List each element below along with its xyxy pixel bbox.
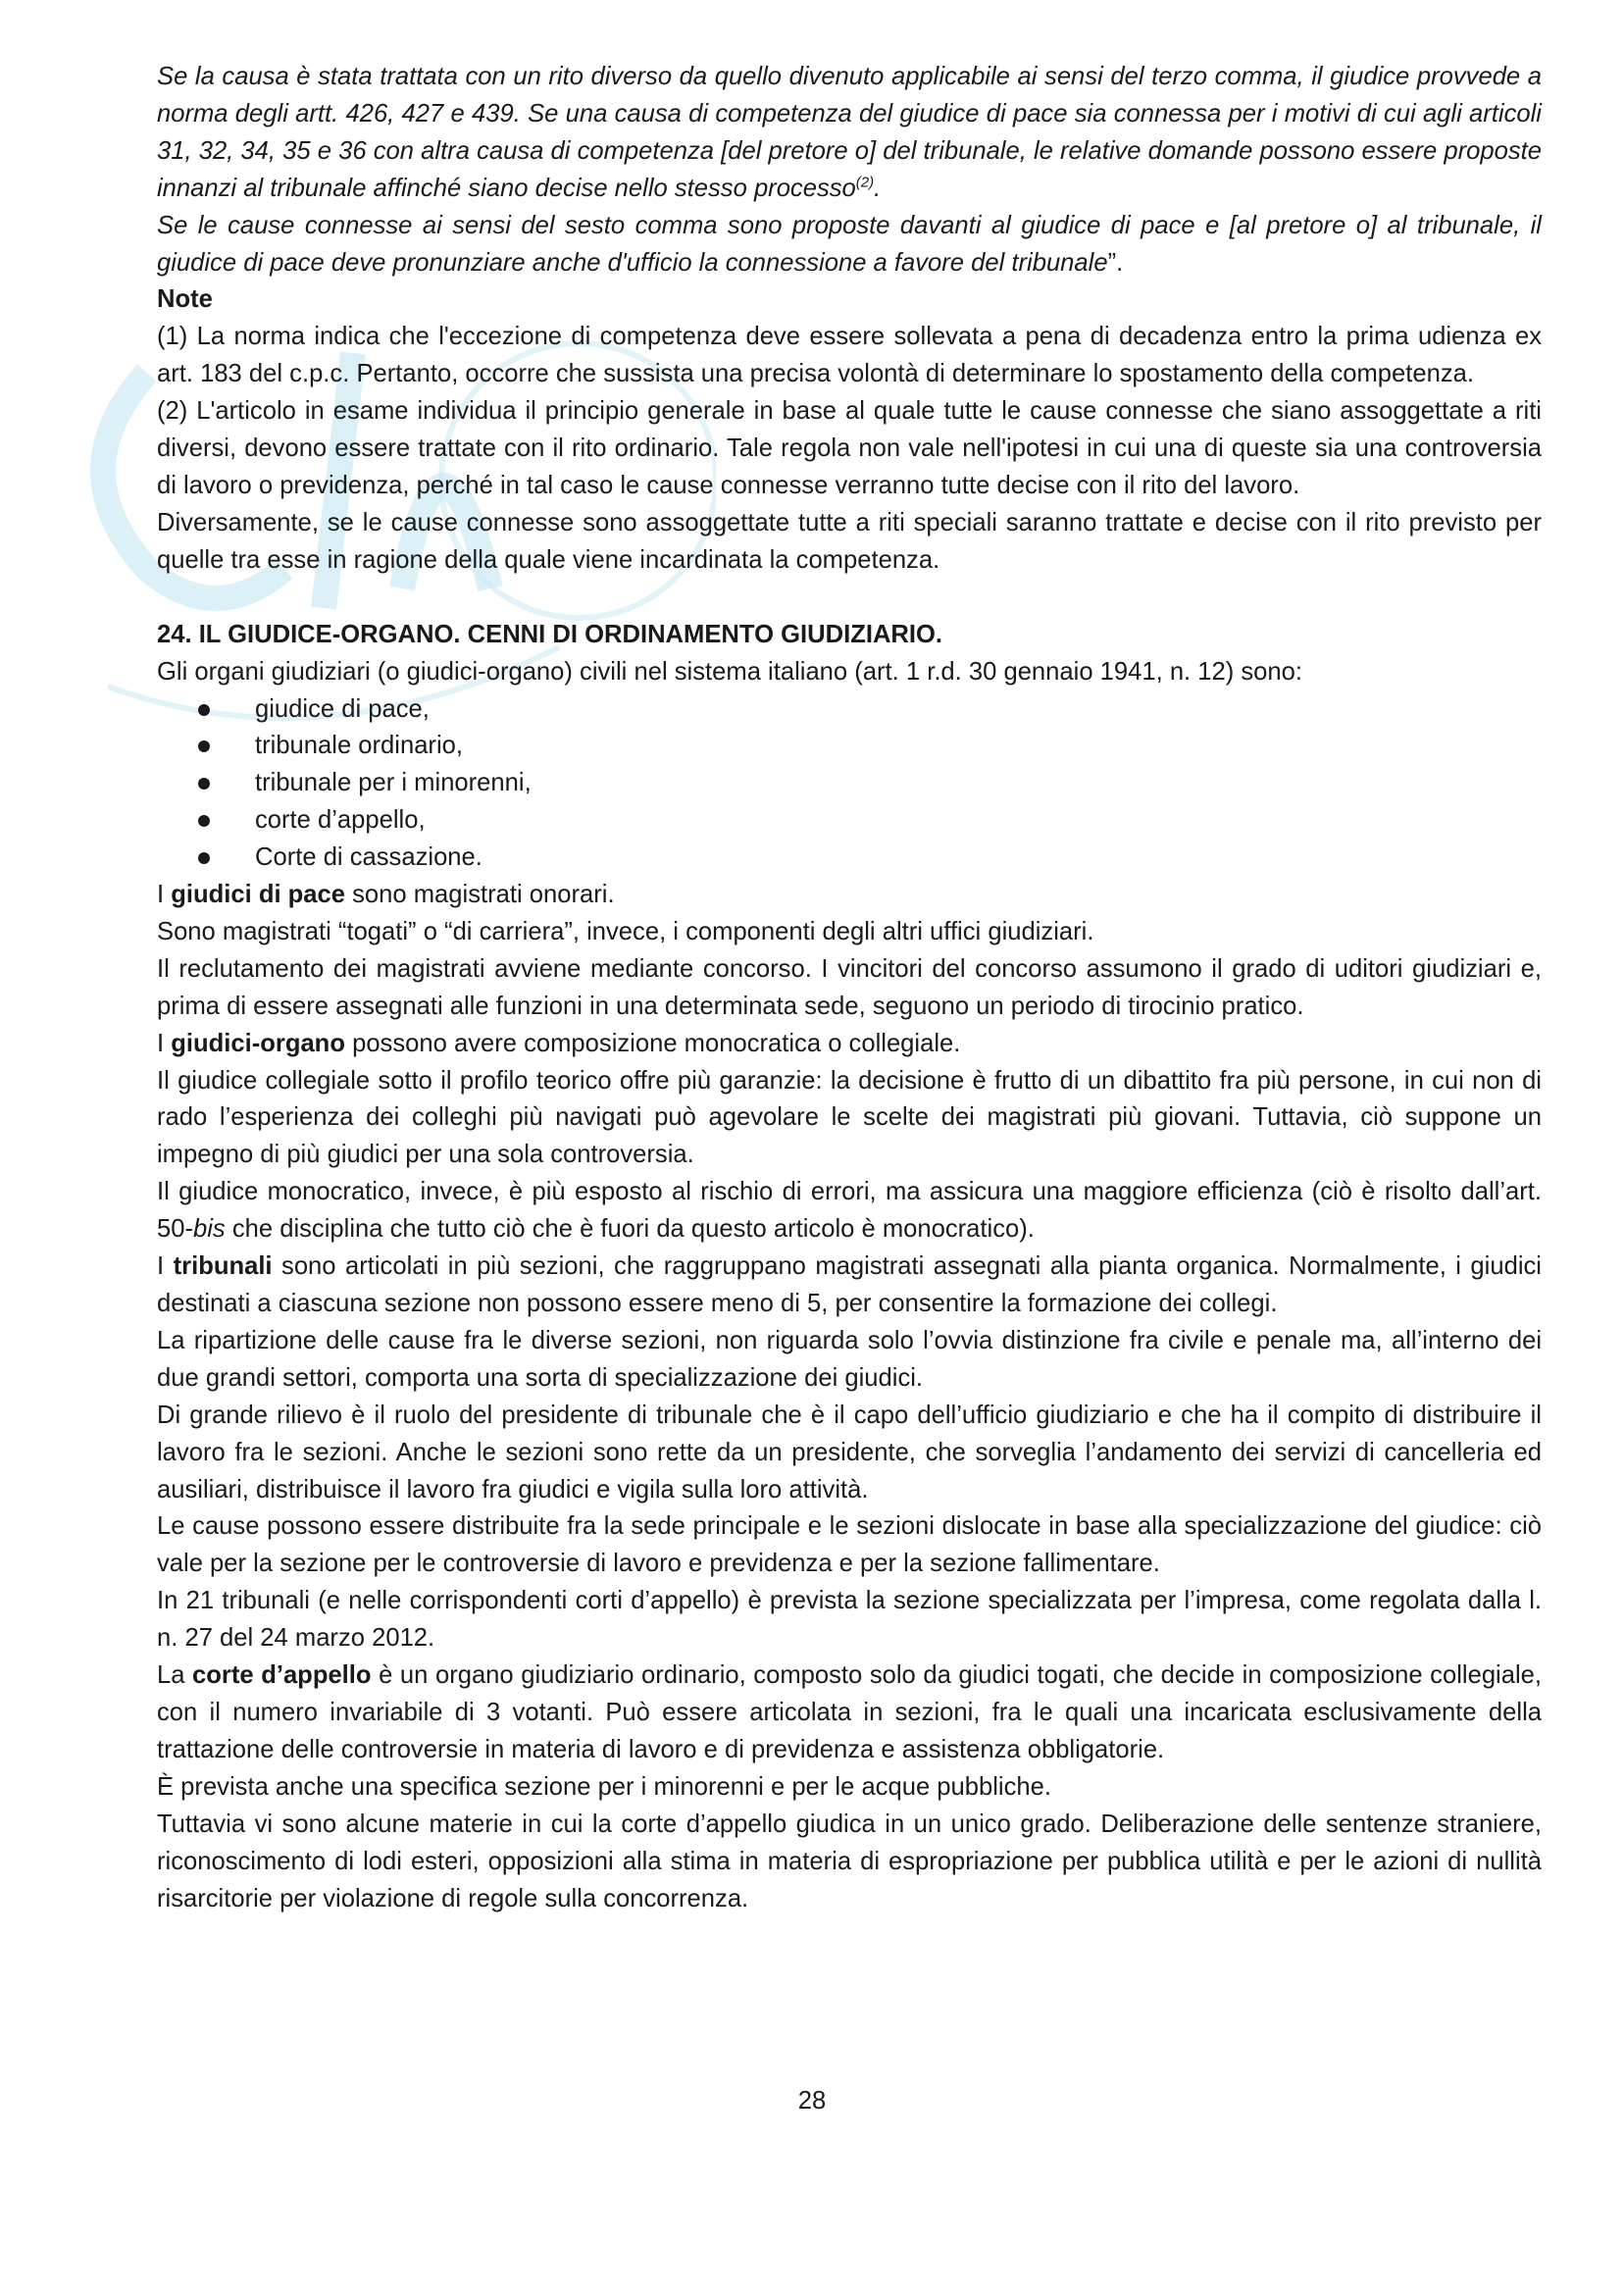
- list-item: [198, 691, 1542, 729]
- note-2: (2) L'articolo in esame individua il principio generale in base al quale tutte le cause connesse che siano assoggettate a riti diversi, devono essere trattate con il rito ordinario. Tale regola non vale nell'ipotesi in cui una di queste sia una controversia di lavoro o previdenza, perché in tal caso le cause connesse verranno tutte decise con il rito del lavoro.: [157, 397, 1542, 499]
- paragraph-unico-grado: Tuttavia vi sono alcune materie in cui la corte d’appello giudica in un unico grado. Deliberazione delle sentenze straniere, riconoscimento di lodi esteri, opposizioni alla stima in materia di espropriazione per pubblica utilità e per le azioni di nullità risarcitorie per violazione di regole sulla concorrenza.: [157, 1810, 1542, 1912]
- organ-list: [157, 691, 1542, 878]
- list-item-text: giudice di pace,: [255, 694, 430, 723]
- text: sono magistrati onorari.: [345, 881, 615, 909]
- paragraph-reclutamento: Il reclutamento dei magistrati avviene mediante concorso. I vincitori del concorso assumono il grado di uditori giudiziari e, prima di essere assegnati alle funzioni in una determinata sede, seguono un periodo di tirocinio pratico.: [157, 954, 1542, 1020]
- page-number: 28: [797, 2087, 827, 2115]
- list-item: [198, 840, 1542, 877]
- notes-title: Note: [157, 285, 213, 314]
- paragraph-giudici-di-pace: [157, 877, 1542, 914]
- text: Il giudice monocratico, invece, è più esposto al rischio di errori, ma assicura una maggiore efficienza (ciò è risolto dall’art. 50-: [157, 1178, 1542, 1244]
- list-item: [198, 765, 1542, 802]
- document-page: [157, 59, 1542, 1917]
- text: I: [157, 881, 172, 909]
- list-item-text: corte d’appello,: [255, 806, 426, 835]
- bold-term: giudici-organo: [171, 1029, 345, 1057]
- italic-term: bis: [193, 1215, 226, 1244]
- text: I: [157, 1029, 172, 1057]
- paragraph-presidente: Di grande rilievo è il ruolo del presidente di tribunale che è il capo dell’ufficio giudiziario e che ha il compito di distribuire il lavoro fra le sezioni. Anche le sezioni sono rette da un presidente, che sorveglia l’andamento dei servizi di cancelleria ed ausiliari, distribuisce il lavoro fra giudici e vigila sulla loro attività.: [157, 1401, 1542, 1504]
- bullet-icon: [198, 704, 210, 716]
- paragraph-giudici-organo: [157, 1026, 1542, 1063]
- list-item-text: tribunale ordinario,: [255, 732, 463, 760]
- paragraph-togati: Sono magistrati “togati” o “di carriera”, invece, i componenti degli altri uffici giudiziari.: [157, 917, 1094, 945]
- intro-text-2: Se le cause connesse ai sensi del sesto comma sono proposte davanti al giudice di pace e [al pretore o] al tribunale, il giudice di pace deve pronunziare anche d'ufficio la connessione a favore del tribunale: [157, 211, 1542, 277]
- bullet-icon: [198, 778, 210, 790]
- note-1: (1) La norma indica che l'eccezione di competenza deve essere sollevata a pena di decadenza entro la prima udienza ex art. 183 del c.p.c. Pertanto, occorre che sussista una precisa volontà di determinare lo spostamento della competenza.: [157, 323, 1542, 388]
- list-item: [198, 802, 1542, 840]
- intro-text-1-end: .: [874, 174, 882, 202]
- text: sono articolati in più sezioni, che raggruppano magistrati assegnati alla pianta organica. Normalmente, i giudici destinati a ciascuna sezione non possono essere meno di 5, per consentire la formazione dei collegi.: [157, 1252, 1542, 1317]
- text: La: [157, 1661, 193, 1690]
- paragraph-sezione-minorenni: È prevista anche una specifica sezione per i minorenni e per le acque pubbliche.: [157, 1772, 1051, 1801]
- section-intro: Gli organi giudiziari (o giudici-organo) civili nel sistema italiano (art. 1 r.d. 30 gennaio 1941, n. 12) sono:: [157, 657, 1302, 686]
- text: I: [157, 1252, 174, 1281]
- list-item: [198, 728, 1542, 765]
- bold-term: corte d’appello: [192, 1661, 372, 1690]
- intro-text-2-end: ”.: [1107, 248, 1124, 277]
- paragraph-corte-appello: [157, 1657, 1542, 1769]
- text: possono avere composizione monocratica o collegiale.: [344, 1029, 961, 1057]
- bullet-icon: [198, 815, 210, 827]
- bold-term: giudici di pace: [171, 881, 346, 909]
- paragraph-sezione-impresa: In 21 tribunali (e nelle corrispondenti corti d’appello) è prevista la sezione specializzata per l’impresa, come regolata dalla l. n. 27 del 24 marzo 2012.: [157, 1587, 1542, 1653]
- intro-paragraph-2: [157, 208, 1542, 282]
- text: che disciplina che tutto ciò che è fuori da questo articolo è monocratico).: [225, 1215, 1035, 1244]
- paragraph-collegiale: Il giudice collegiale sotto il profilo teorico offre più garanzie: la decisione è frutto di un dibattito fra più persone, in cui non di rado l’esperienza dei colleghi più navigati può agevolare le scelte dei magistrati più giovani. Tuttavia, ciò suppone un impegno di più giudici per una sola controversia.: [157, 1066, 1542, 1169]
- intro-text-1: Se la causa è stata trattata con un rito diverso da quello divenuto applicabile ai sensi del terzo comma, il giudice provvede a norma degli artt. 426, 427 e 439. Se una causa di competenza del giudice di pace sia connessa per i motivi di cui agli articoli 31, 32, 34, 35 e 36 con altra causa di competenza [del pretore o] del tribunale, le relative domande possono essere proposte innanzi al tribunale affinché siano decise nello stesso processo: [157, 63, 1542, 202]
- section-heading: 24. IL GIUDICE-ORGANO. CENNI DI ORDINAMENTO GIUDIZIARIO.: [157, 620, 943, 648]
- paragraph-distribuzione: Le cause possono essere distribuite fra la sede principale e le sezioni dislocate in base alla specializzazione del giudice: ciò vale per la sezione per le controversie di lavoro e previdenza e per la sezione fallimentare.: [157, 1512, 1542, 1578]
- list-item-text: tribunale per i minorenni,: [255, 769, 532, 797]
- paragraph-ripartizione: La ripartizione delle cause fra le diverse sezioni, non riguarda solo l’ovvia distinzione fra civile e penale ma, all’interno dei due grandi settori, comporta una sorta di specializzazione dei giudici.: [157, 1326, 1542, 1392]
- bullet-icon: [198, 740, 210, 752]
- bullet-icon: [198, 852, 210, 864]
- note-3: Diversamente, se le cause connesse sono assoggettate tutte a riti speciali saranno trattate e decise con il rito previsto per quelle tra esse in ragione della quale viene incardinata la competenza.: [157, 508, 1542, 574]
- paragraph-monocratico: [157, 1174, 1542, 1249]
- intro-paragraph-1: [157, 59, 1542, 208]
- footnote-ref-2: (2): [855, 174, 875, 191]
- paragraph-tribunali: [157, 1249, 1542, 1323]
- list-item-text: Corte di cassazione.: [255, 843, 482, 872]
- text: è un organo giudiziario ordinario, composto solo da giudici togati, che decide in composizione collegiale, con il numero invariabile di 3 votanti. Può essere articolata in sezioni, fra le quali una incaricata esclusivamente della trattazione delle controversie in materia di lavoro e di previdenza e assistenza obbligatorie.: [157, 1661, 1543, 1763]
- bold-term: tribunali: [173, 1252, 273, 1281]
